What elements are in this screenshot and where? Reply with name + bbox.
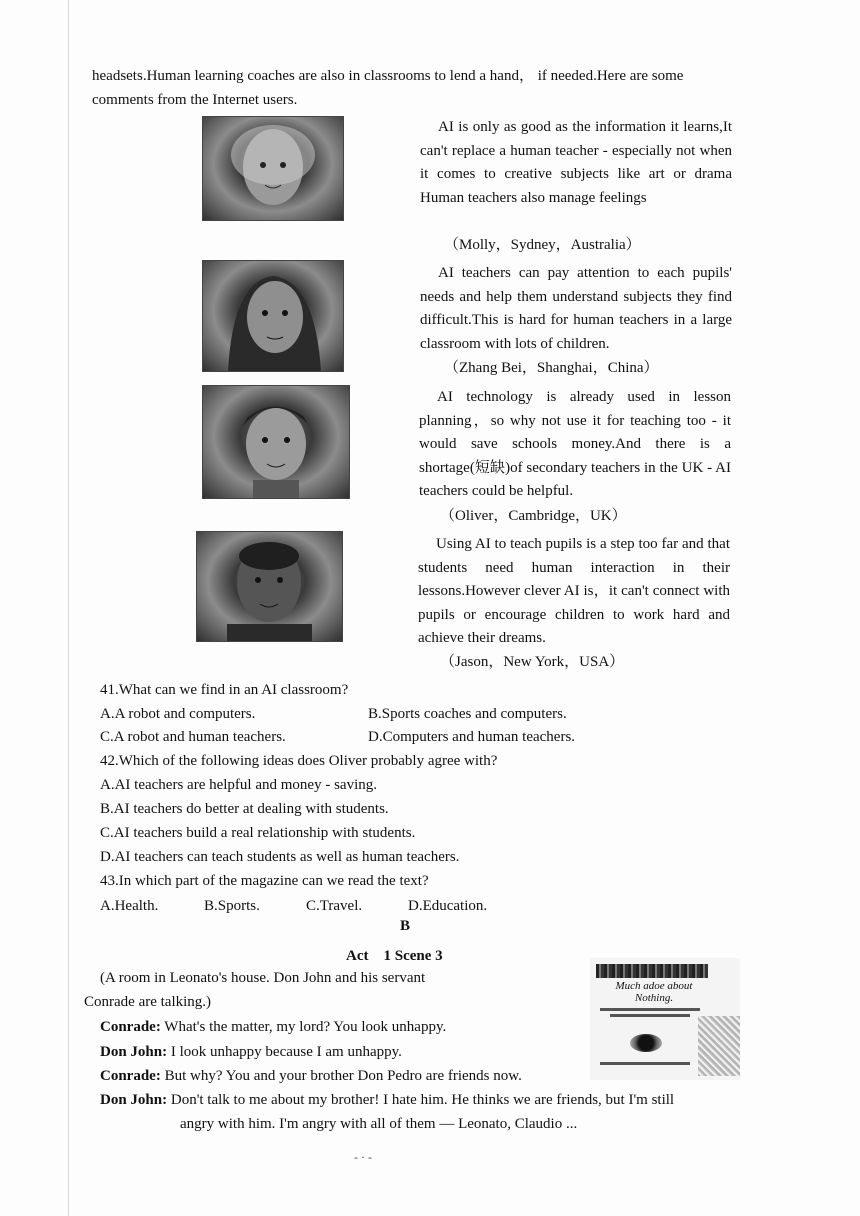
comment-zhang-bei [420, 262, 732, 356]
q42-option-c: C.AI teachers build a real relationship with students. [100, 825, 416, 841]
scan-noise [698, 1016, 740, 1076]
question-42: 42.Which of the following ideas does Oliver probably agree with? [100, 753, 498, 769]
speaker: Conrade: [100, 1068, 161, 1084]
comment-jason [418, 533, 730, 651]
boy-portrait-photo [202, 385, 350, 499]
intro-line-2: comments from the Internet users. [92, 92, 298, 108]
comment-text: AI teachers can pay attention to each pupils' needs and help them understand subjects they find difficult.This is hard for human teachers in a large classroom with lots of children. [420, 265, 732, 352]
line-text: But why? You and your brother Don Pedro are friends now. [160, 1068, 522, 1084]
girl-portrait-photo [202, 116, 344, 221]
q42-option-a: A.AI teachers are helpful and money - saving. [100, 777, 377, 793]
speaker: Conrade: [100, 1019, 161, 1035]
q41-option-b: B.Sports coaches and computers. [368, 706, 567, 722]
stage-direction-2: Conrade are talking.) [84, 994, 212, 1010]
title-banner [596, 964, 708, 978]
book-cover-image [590, 958, 740, 1080]
question-43: 43.In which part of the magazine can we read the text? [100, 873, 429, 889]
comment-text: AI is only as good as the information it learns,It can't replace a human teacher - especially not when it comes to creative subjects like art or drama Human teachers also manage feelings [420, 119, 732, 206]
question-41: 41.What can we find in an AI classroom? [100, 682, 349, 698]
page-edge [68, 0, 69, 1216]
author-oliver: （Oliver，Cambridge，UK） [440, 508, 627, 524]
q43-option-c: C.Travel. [306, 898, 363, 914]
comment-oliver [419, 386, 731, 504]
speaker: Don John: [100, 1044, 168, 1060]
q41-option-c: C.A robot and human teachers. [100, 729, 286, 745]
author-jason: （Jason，New York，USA） [440, 654, 625, 670]
dialogue-continuation: angry with him. I'm angry with all of them — Leonato, Claudio ... [180, 1116, 578, 1132]
man-portrait-photo [196, 531, 343, 642]
author-molly: （Molly，Sydney，Australia） [444, 237, 641, 253]
book-title: Much adoe about Nothing. [615, 980, 693, 1004]
q42-option-d: D.AI teachers can teach students as well as human teachers. [100, 849, 460, 865]
author-zhang-bei: （Zhang Bei，Shanghai，China） [444, 360, 659, 376]
dialogue-line [100, 1042, 402, 1062]
q43-option-d: D.Education. [408, 898, 488, 914]
speaker: Don John: [100, 1092, 168, 1108]
act-scene-heading: Act 1 Scene 3 [346, 948, 443, 964]
woman-portrait-photo [202, 260, 344, 372]
page-number: - · - [354, 1150, 372, 1164]
imprint-line [600, 1062, 690, 1065]
printer-emblem-icon [630, 1034, 662, 1052]
dialogue-line [100, 1017, 446, 1037]
comment-molly [420, 116, 732, 210]
q43-option-a: A.Health. [100, 898, 159, 914]
q42-option-b: B.AI teachers do better at dealing with students. [100, 801, 389, 817]
stage-direction-1: (A room in Leonato's house. Don John and his servant [100, 970, 426, 986]
fine-print [600, 1008, 700, 1011]
comment-text: Using AI to teach pupils is a step too far and that students need human interaction in their lessons.However clever AI is，it can't connect with pupils or encourage children to work hard and achieve their dreams. [418, 536, 730, 646]
q41-option-a: A.A robot and computers. [100, 706, 256, 722]
dialogue-line [100, 1066, 522, 1086]
intro-line-1: headsets.Human learning coaches are also in classrooms to lend a hand， if needed.Here are some [92, 68, 684, 84]
line-text: What's the matter, my lord? You look unhappy. [160, 1019, 447, 1035]
q41-option-d: D.Computers and human teachers. [368, 729, 576, 745]
comment-text: AI technology is already used in lesson planning，so why not use it for teaching too - it would save schools money.And there is a shortage(短缺)of secondary teachers in the UK - AI teachers could be helpful. [419, 389, 731, 499]
dialogue-line [100, 1090, 674, 1110]
q43-option-b: B.Sports. [204, 898, 260, 914]
section-heading: B [400, 918, 411, 934]
line-text: Don't talk to me about my brother! I hate him. He thinks we are friends, but I'm still [167, 1092, 675, 1108]
fine-print [610, 1014, 690, 1017]
line-text: I look unhappy because I am unhappy. [167, 1044, 402, 1060]
